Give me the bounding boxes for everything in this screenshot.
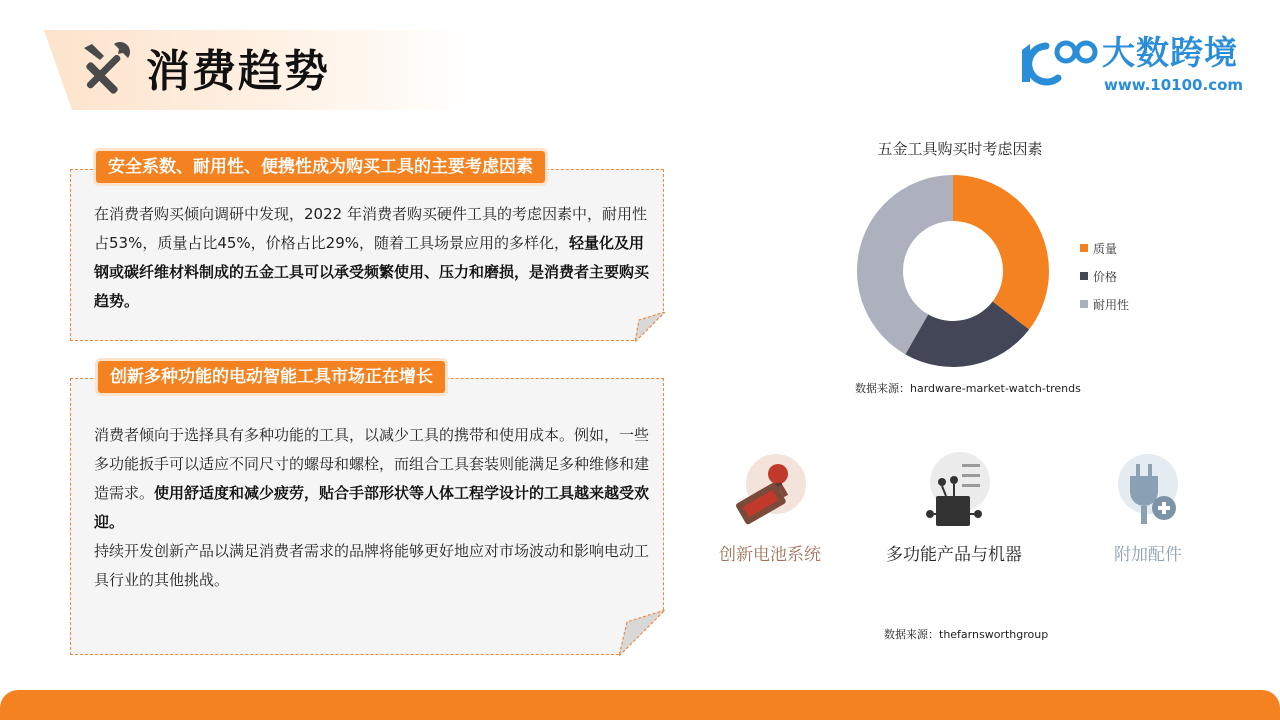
legend-label: 质量 <box>1093 241 1118 256</box>
feature-battery-system <box>700 452 840 568</box>
chart-legend <box>1080 234 1129 318</box>
section-text-2-plain-2: 持续开发创新产品以满足消费者需求的品牌将能够更好地应对市场波动和影响电动工具行业的其他挑战。 <box>94 542 650 589</box>
legend-label: 耐用性 <box>1093 297 1130 312</box>
section-text-2-bold: 使用舒适度和减少疲劳，贴合手部形状等人体工程学设计的工具越来越受欢迎。 <box>94 484 650 531</box>
plug-plus-icon <box>1108 452 1188 532</box>
legend-swatch <box>1080 244 1088 252</box>
chart-title: 五金工具购买时考虑因素 <box>877 140 1043 158</box>
section-text-1 <box>94 200 654 316</box>
footer-bar <box>0 690 1280 720</box>
multi-function-icon <box>914 452 994 532</box>
feature-source: 数据来源：thefarnsworthgroup <box>884 628 1049 641</box>
section-heading-1: 安全系数、耐用性、便携性成为购买工具的主要考虑因素 <box>96 151 545 183</box>
feature-accessories <box>1078 452 1218 568</box>
feature-label-battery: 创新电池系统 <box>719 545 821 565</box>
section-text-2-plain: 消费者倾向于选择具有多种功能的工具，以减少工具的携带和使用成本。例如，一些多功能扳手可以适应不同尺寸的螺母和螺栓，而组合工具套装则能满足多种维修和建造需求。 <box>94 426 650 502</box>
page-fold-decoration <box>619 610 665 656</box>
logo-name: 大数跨境 <box>1102 33 1238 72</box>
logo-icon <box>1016 36 1098 88</box>
legend-swatch <box>1080 272 1088 280</box>
feature-label-multi: 多功能产品与机器 <box>886 545 1022 565</box>
donut-slice-1 <box>953 175 1049 330</box>
feature-multi-function <box>884 452 1024 568</box>
page-title: 消费趋势 <box>146 46 330 97</box>
donut-chart <box>855 173 1051 369</box>
chart-source: 数据来源：hardware-market-watch-trends <box>855 382 1081 395</box>
legend-label: 价格 <box>1093 269 1118 284</box>
battery-bulb-icon <box>730 452 810 532</box>
section-heading-2: 创新多种功能的电动智能工具市场正在增长 <box>98 361 445 393</box>
page-fold-decoration <box>635 312 665 342</box>
legend-item <box>1080 262 1129 290</box>
section-text-2 <box>94 421 654 595</box>
tools-icon <box>74 40 134 100</box>
section-text-1-bold: 轻量化及用钢或碳纤维材料制成的五金工具可以承受频繁使用、压力和磨损，是消费者主要购买趋势。 <box>94 234 650 310</box>
legend-item <box>1080 234 1129 262</box>
legend-swatch <box>1080 300 1088 308</box>
legend-item <box>1080 290 1129 318</box>
logo-url: www.10100.com <box>1104 76 1244 94</box>
section-text-1-plain: 在消费者购买倾向调研中发现，2022 年消费者购买硬件工具的考虑因素中，耐用性占53%，质量占比45%，价格占比29%，随着工具场景应用的多样化， <box>94 205 647 252</box>
feature-label-accessories: 附加配件 <box>1114 545 1182 565</box>
